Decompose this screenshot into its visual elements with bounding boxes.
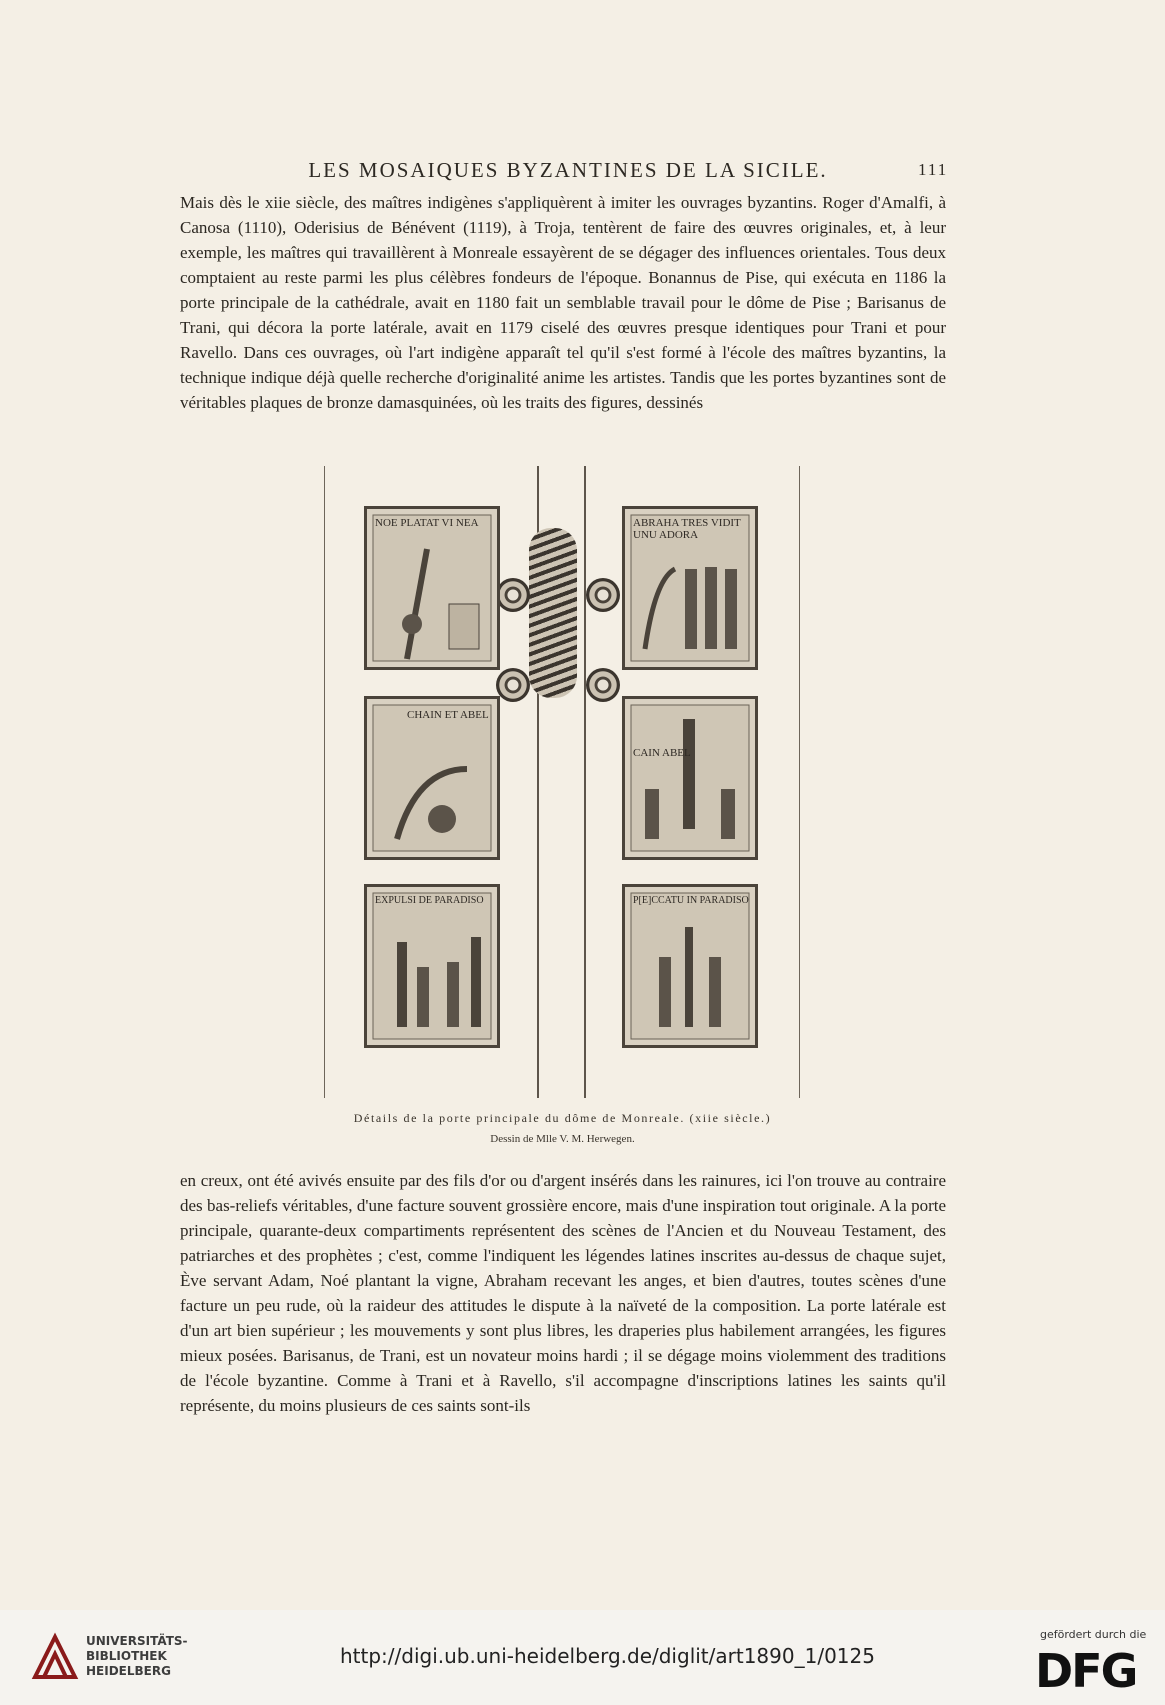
door-illustration (324, 466, 798, 1098)
panel-inscription: CHAIN ET ABEL (407, 709, 489, 721)
library-name (86, 1634, 188, 1679)
rosette (496, 668, 530, 702)
rosette (496, 578, 530, 612)
relief-panel (622, 696, 758, 860)
relief-expulsion-icon (367, 887, 497, 1045)
relief-panel (364, 696, 500, 860)
rosette (586, 668, 620, 702)
panel-inscription: P[E]CCATU IN PARADISO (633, 895, 749, 906)
panel-inscription: ABRAHA TRES VIDIT UNU ADORA (633, 517, 741, 541)
relief-cain-abel-icon (367, 699, 497, 857)
relief-sin-in-paradise-icon (625, 887, 755, 1045)
dfg-logo-icon: DFG (1035, 1644, 1137, 1698)
relief-panel (622, 506, 758, 670)
relief-noah-icon (367, 509, 497, 667)
permalink[interactable]: http://digi.ub.uni-heidelberg.de/diglit/art1890_1/0125 (340, 1644, 875, 1668)
panel-inscription: NOE PLATAT VI NEA (375, 517, 479, 529)
funded-by-label: gefördert durch die (1040, 1628, 1147, 1641)
page-number: 111 (918, 160, 949, 179)
library-name-line: BIBLIOTHEK (86, 1649, 167, 1663)
relief-panel (364, 884, 500, 1048)
body-paragraph-bottom: en creux, ont été avivés ensuite par des fils d'or ou d'argent insérés dans les rainures, ici l'on trouve au contraire des bas-reliefs véritables, d'une facture souvent grossière encore, mais d'une inspiration tout originale. A la porte principale, quarante-deux compartiments représentent des scènes de l'Ancien et du Nouveau Testament, des patriarches et des prophètes ; c'est, comme l'indiquent les légendes latines inscrites au-dessus de chaque sujet, Ève servant Adam, Noé plantant la vigne, Abraham recevant les anges, et bien d'autres, toutes scènes d'une facture un peu rude, où la raideur des attitudes le dispute à la naïveté de la composition. La porte latérale est d'un art bien supérieur ; les mouvements y sont plus libres, les draperies plus habilement arrangées, les figures mieux posées. Barisanus, de Trani, est un novateur moins hardi ; il se dégage moins violemment des traditions de l'école byzantine. Comme à Trani et à Ravello, s'il accompagne d'inscriptions latines les saints qu'il représente, du moins plusieurs de ces saints sont-ils (180, 1171, 946, 1415)
door-seam-right (584, 466, 586, 1098)
relief-panel (364, 506, 500, 670)
relief-panel (622, 884, 758, 1048)
figure-caption: Détails de la porte principale du dôme de Monreale. (xiie siècle.) (353, 1111, 772, 1125)
panel-inscription: CAIN ABEL (633, 747, 691, 759)
relief-cain-abel-icon (625, 699, 755, 857)
running-title: LES MOSAIQUES BYZANTINES DE LA SICILE. (308, 158, 828, 182)
library-name-line: HEIDELBERG (86, 1664, 171, 1678)
central-ornament (529, 528, 577, 698)
university-library-logo-icon (30, 1632, 80, 1682)
body-paragraph-top: Mais dès le xiie siècle, des maîtres indigènes s'appliquèrent à imiter les ouvrages byzantins. Roger d'Amalfi, à Canosa (1110), Oderisius de Bénévent (1119), à Troja, tentèrent de faire des œuvres originales, et, à leur exemple, les maîtres qui travaillèrent à Monreale essayèrent de se dégager des influences orientales. Tous deux comptaient au reste parmi les plus célèbres fondeurs de l'époque. Bonannus de Pise, qui exécuta en 1186 la porte principale de la cathédrale, avait en 1180 fait un semblable travail pour le dôme de Pise ; Barisanus de Trani, qui décora la porte latérale, avait en 1179 ciselé des œuvres presque identiques pour Trani et pour Ravello. Dans ces ouvrages, où l'art indigène apparaît tel qu'il s'est formé à l'école des maîtres byzantins, la technique indique déjà quelle recherche d'originalité anime les artistes. Tandis que les portes byzantines sont de véritables plaques de bronze damasquinées, où les traits des figures, dessinés (180, 193, 946, 412)
digitization-footer (0, 1610, 1165, 1705)
panel-inscription: EXPULSI DE PARADISO (375, 895, 484, 906)
library-name-line: UNIVERSITÄTS- (86, 1634, 188, 1648)
rosette (586, 578, 620, 612)
figure-credit: Dessin de Mlle V. M. Herwegen. (490, 1133, 635, 1145)
